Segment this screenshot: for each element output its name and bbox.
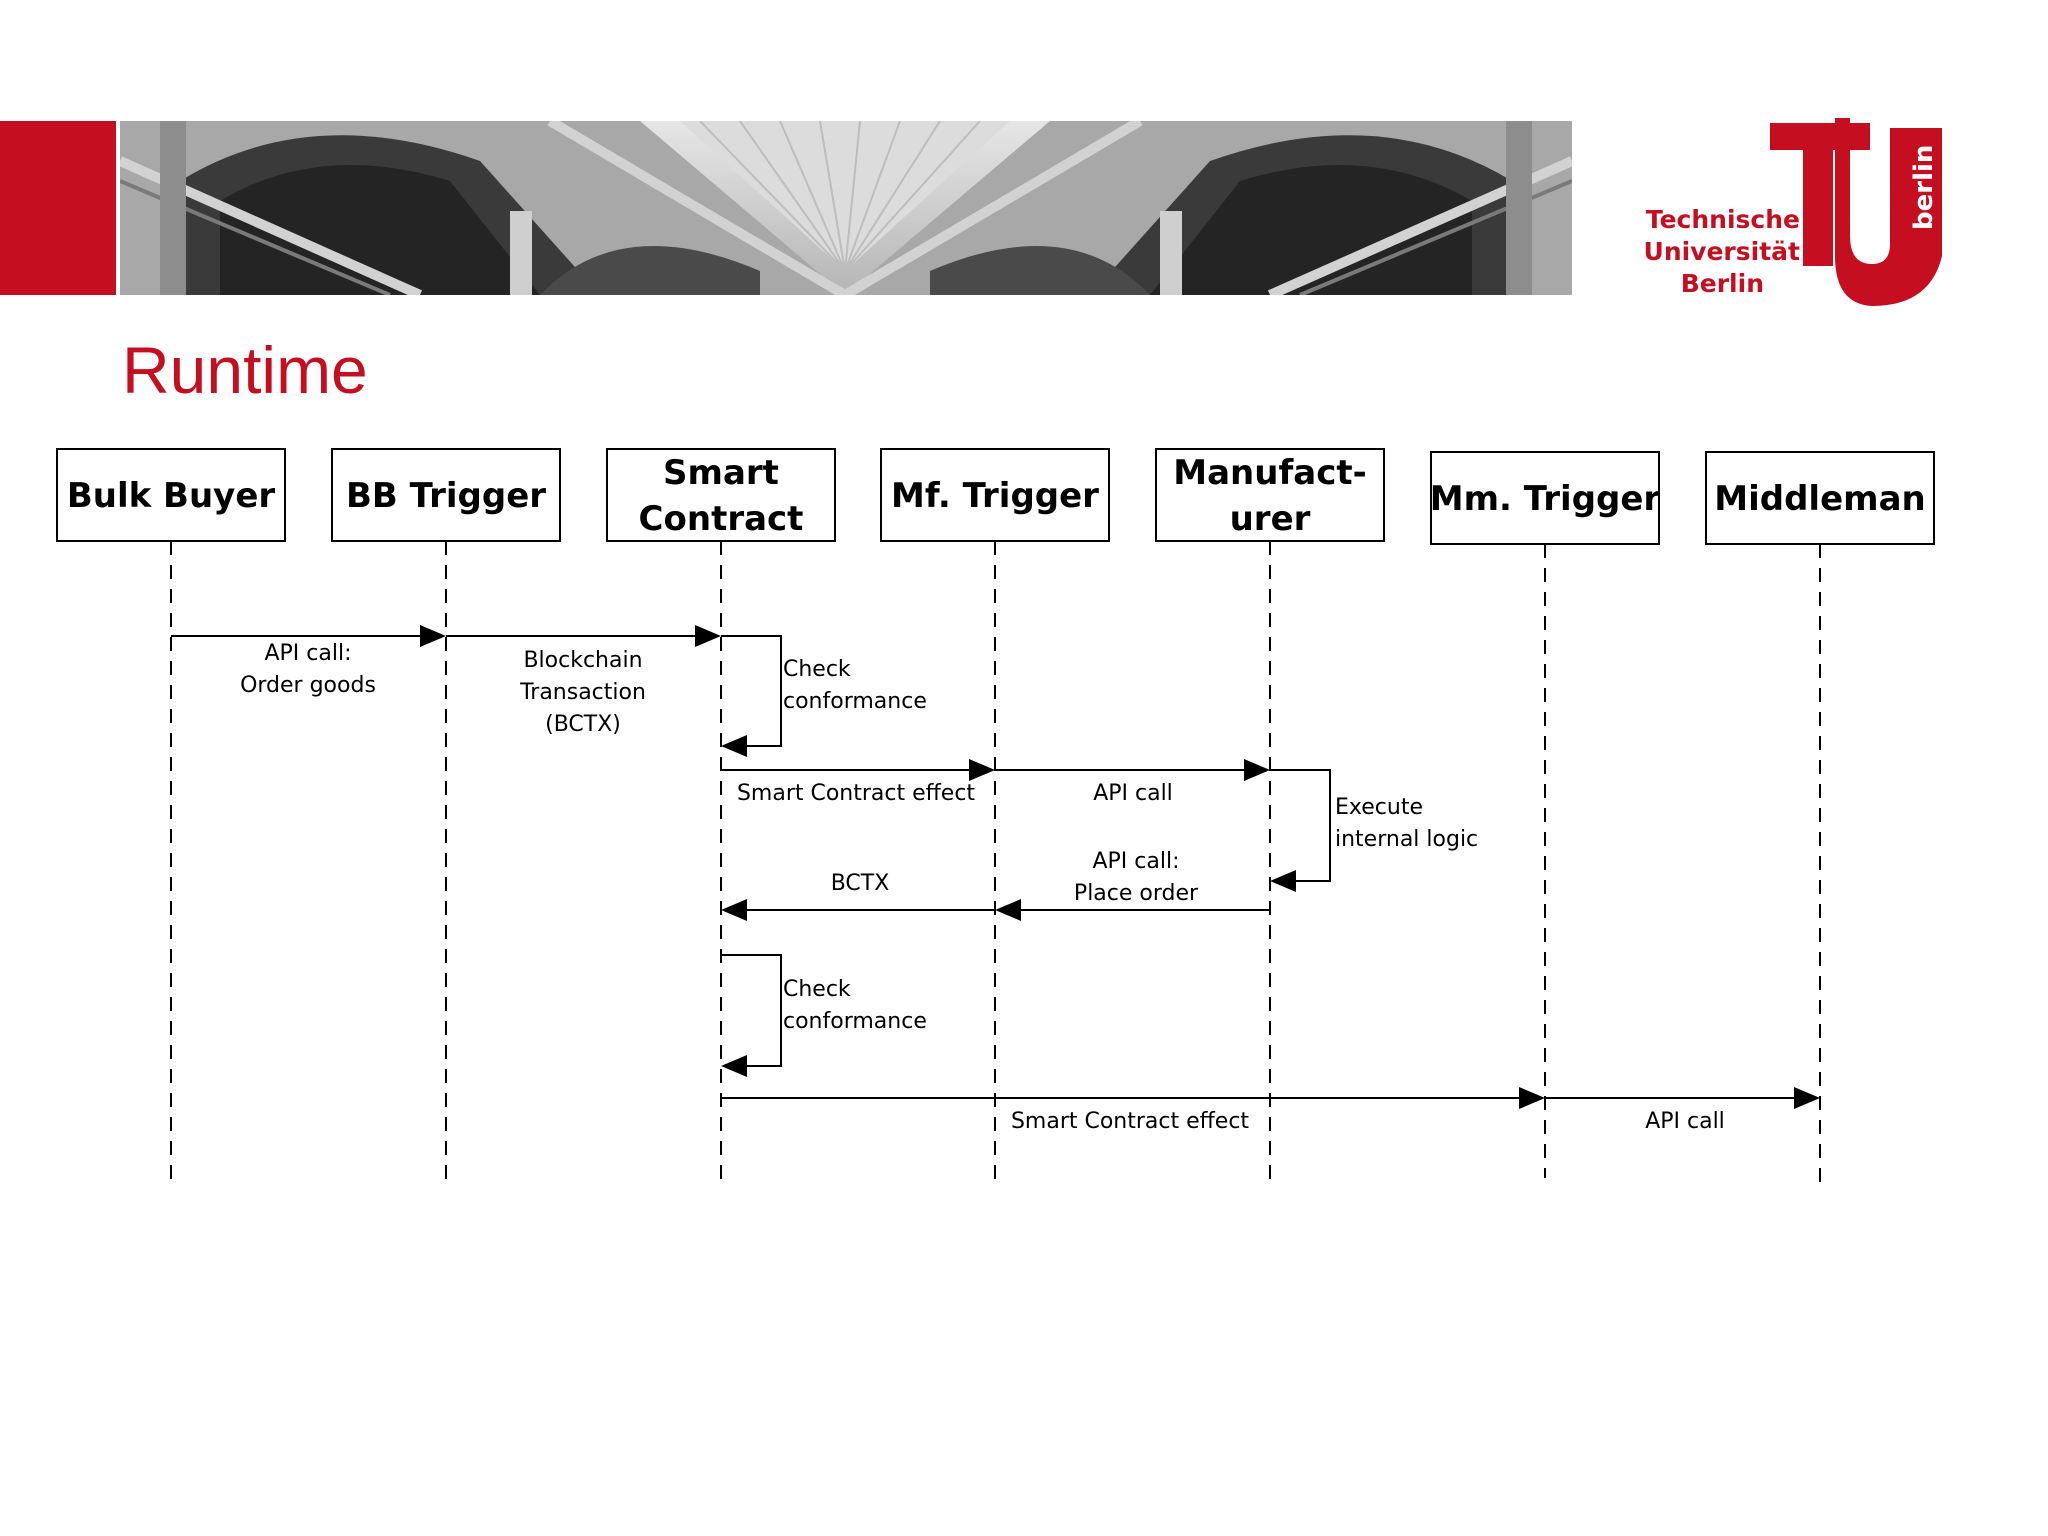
- message-label: Place order: [1073, 881, 1199, 906]
- participant-mf-trigger: [881, 449, 1109, 1186]
- message: [171, 625, 446, 698]
- arrow-head: [721, 899, 747, 921]
- participant-label: Middleman: [1714, 479, 1926, 519]
- arrow-head: [1244, 759, 1270, 781]
- message-label: (BCTX): [545, 712, 621, 737]
- participant-bb-trigger: [332, 449, 560, 1186]
- message-label: Execute: [1335, 795, 1423, 820]
- participant-label: urer: [1229, 499, 1311, 539]
- self-message-line: [721, 955, 781, 1066]
- message: [721, 871, 995, 921]
- message: [1270, 770, 1478, 892]
- logo-line-3: Berlin: [1680, 269, 1764, 298]
- participant-bulk-buyer: [57, 449, 285, 1186]
- message-label: Smart Contract effect: [1010, 1109, 1250, 1134]
- participant-label: Mf. Trigger: [891, 476, 1099, 516]
- arrow-head: [1794, 1087, 1820, 1109]
- message-label: internal logic: [1335, 827, 1479, 852]
- message-label: Check: [783, 657, 851, 682]
- participant-label: Contract: [638, 499, 804, 539]
- message: [721, 955, 927, 1077]
- participant-smart-contract: [607, 449, 835, 1186]
- message: [446, 625, 721, 737]
- arrow-head: [1270, 870, 1296, 892]
- message-label: API call:: [264, 641, 352, 666]
- participant-label: Manufact-: [1173, 453, 1367, 493]
- message-label: API call: [1645, 1109, 1725, 1134]
- arrow-head: [695, 625, 721, 647]
- message-label: Smart Contract effect: [736, 781, 976, 806]
- message-label: API call:: [1092, 849, 1180, 874]
- arrow-head: [420, 625, 446, 647]
- message-label: Transaction: [520, 680, 646, 705]
- message: [995, 759, 1270, 806]
- message: [995, 849, 1270, 921]
- participant-middleman: [1706, 452, 1934, 1192]
- message: [721, 759, 995, 806]
- arrow-head: [1519, 1087, 1545, 1109]
- participant-label: Mm. Trigger: [1429, 479, 1661, 519]
- logo-line-1: Technische: [1645, 205, 1800, 234]
- message-label: API call: [1093, 781, 1173, 806]
- message: [721, 636, 927, 757]
- logo-line-2: Universität: [1643, 237, 1800, 266]
- self-message-line: [1270, 770, 1330, 881]
- message-label: conformance: [783, 689, 927, 714]
- arrow-head: [969, 759, 995, 781]
- logo-side-text: berlin: [1909, 144, 1939, 230]
- page-title: Runtime: [122, 333, 368, 407]
- message: [1545, 1087, 1820, 1134]
- message-label: Order goods: [240, 673, 376, 698]
- arrow-head: [721, 1055, 747, 1077]
- participant-label: Bulk Buyer: [66, 476, 276, 516]
- self-message-line: [721, 636, 781, 746]
- arrow-head: [721, 735, 747, 757]
- message-label: Blockchain: [523, 648, 643, 673]
- message-label: BCTX: [830, 871, 890, 896]
- participant-mm-trigger: [1430, 452, 1661, 1178]
- message-label: conformance: [783, 1009, 927, 1034]
- message: [721, 1087, 1545, 1134]
- participant-label: Smart: [663, 453, 779, 493]
- message-label: Check: [783, 977, 851, 1002]
- arrow-head: [995, 899, 1021, 921]
- participant-label: BB Trigger: [345, 476, 547, 516]
